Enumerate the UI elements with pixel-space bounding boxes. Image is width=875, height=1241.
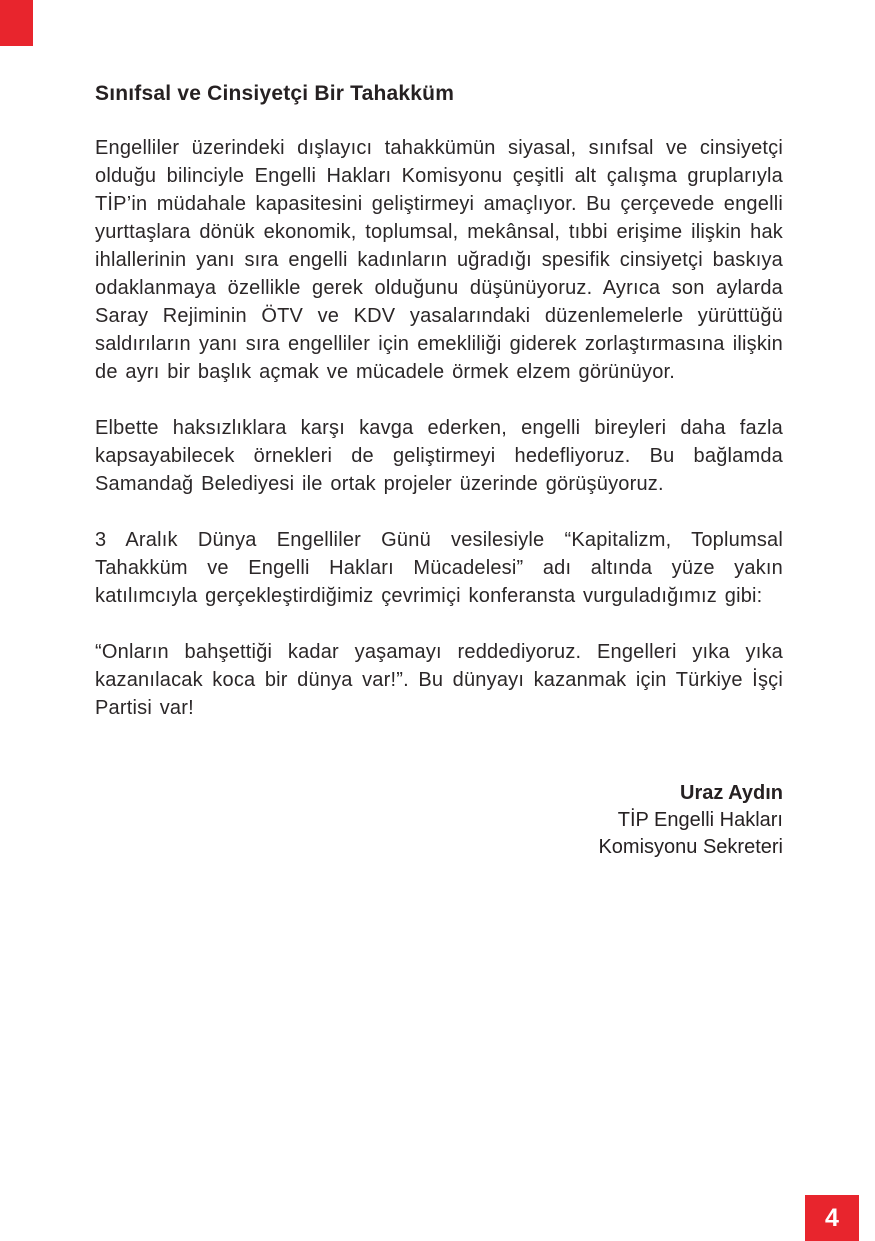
paragraph-3: 3 Aralık Dünya Engelliler Günü vesilesiyle “Kapitalizm, Toplumsal Tahakküm ve Engelli Hakları Mücadelesi” adı altında yüze yakın katılımcıyla gerçekleştirdiğimiz çevrimiçi konferansta vurguladığımız gibi: [95,529,783,607]
top-left-accent-square [0,0,33,46]
paragraph-4: “Onların bahşettiği kadar yaşamayı reddediyoruz. Engelleri yıka yıka kazanılacak koca bir dünya var!”. Bu dünyayı kazanmak için Türkiye İşçi Partisi var! [95,641,783,719]
paragraph-2: Elbette haksızlıklara karşı kavga ederken, engelli bireyleri daha fazla kapsayabilecek örnekleri de geliştirmeyi hedefliyoruz. Bu bağlamda Samandağ Belediyesi ile ortak projeler üzerinde görüşüyoruz. [95,417,783,495]
signature-name: Uraz Aydın [680,782,783,804]
page-number: 4 [825,1203,839,1232]
signature-block [95,780,783,861]
paragraph-1: Engelliler üzerindeki dışlayıcı tahakkümün siyasal, sınıfsal ve cinsiyetçi olduğu bilinciyle Engelli Hakları Komisyonu çeşitli alt çalışma gruplarıyla TİP’in müdahale kapasitesini geliştirmeyi amaçlıyor. Bu çerçevede engelli yurttaşlara dönük ekonomik, toplumsal, mekânsal, tıbbi erişime ilişkin hak ihlallerinin yanı sıra engelli kadınların uğradığı spesifik cinsiyetçi baskıya odaklanmaya özellikle gerek olduğunu düşünüyoruz. Ayrıca son aylarda Saray Rejiminin ÖTV ve KDV yasalarındaki düzenlemelerle yürüttüğü saldırıların yanı sıra engelliler için emekliliği giderek zorlaştırmasına ilişkin de ayrı bir başlık açmak ve mücadele örmek elzem görünüyor. [95,137,783,383]
signature-role-line1: TİP Engelli Hakları [617,809,783,831]
page-number-badge [805,1195,859,1241]
section-heading: Sınıfsal ve Cinsiyetçi Bir Tahakküm [95,82,455,105]
page-content [95,82,783,861]
signature-role-line2: Komisyonu Sekreteri [598,836,783,858]
